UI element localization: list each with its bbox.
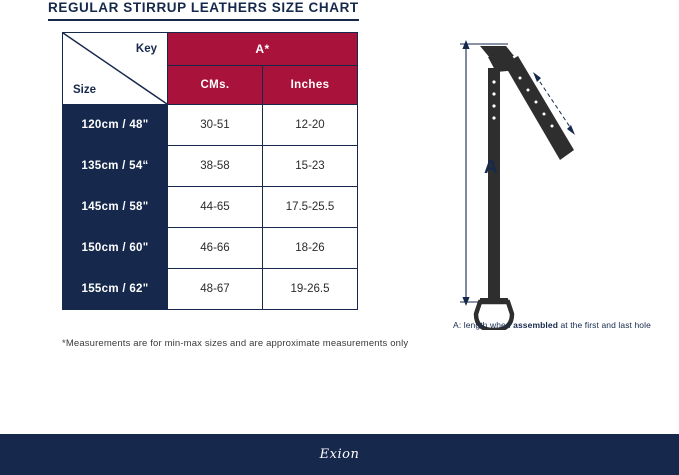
row-cms-value: 30-51 [168, 105, 263, 146]
dashed-arrow-head-icon [533, 72, 541, 82]
brand-logo: Exion [319, 447, 360, 462]
diagram-caption [432, 320, 672, 330]
row-size-label: 135cm / 54“ [63, 146, 168, 187]
page-title: REGULAR STIRRUP LEATHERS SIZE CHART [48, 0, 359, 21]
row-cms-value: 38-58 [168, 146, 263, 187]
row-cms-value: 48-67 [168, 269, 263, 310]
strap-hole [492, 80, 495, 83]
strap-hole [492, 104, 495, 107]
row-cms-value: 44-65 [168, 187, 263, 228]
key-size-diagonal-cell [63, 33, 168, 105]
row-inches-value: 15-23 [263, 146, 358, 187]
strap-hole [492, 116, 495, 119]
key-label: Key [135, 43, 157, 55]
subheader-cms: CMs. [168, 66, 263, 105]
stirrup-leather-diagram [450, 30, 665, 330]
table-header-row [63, 33, 358, 66]
strap-hole [519, 77, 522, 80]
table-row [63, 146, 358, 187]
table-row [63, 105, 358, 146]
row-size-label: 145cm / 58" [63, 187, 168, 228]
strap-hole [535, 101, 538, 104]
dimension-letter-a: A [484, 157, 498, 178]
dashed-arrow-head-icon [567, 125, 575, 135]
strap-vertical [488, 68, 500, 300]
caption-bold: assembled [513, 320, 558, 330]
strap-hole [527, 89, 530, 92]
caption-prefix: A: length when [453, 320, 514, 330]
strap-hole [543, 113, 546, 116]
measure-header: A* [168, 33, 358, 66]
size-label: Size [73, 84, 97, 96]
measurement-footnote: *Measurements are for min-max sizes and are approximate measurements only [62, 338, 409, 349]
caption-suffix: at the first and last hole [558, 320, 651, 330]
row-inches-value: 12-20 [263, 105, 358, 146]
row-cms-value: 46-66 [168, 228, 263, 269]
table-row [63, 228, 358, 269]
table-row [63, 187, 358, 228]
table-row [63, 269, 358, 310]
strap-angled [504, 56, 574, 160]
row-inches-value: 18-26 [263, 228, 358, 269]
row-inches-value: 19-26.5 [263, 269, 358, 310]
size-chart-table [62, 32, 358, 310]
row-size-label: 155cm / 62" [63, 269, 168, 310]
subheader-inches: Inches [263, 66, 358, 105]
strap-hole [551, 125, 554, 128]
row-size-label: 150cm / 60" [63, 228, 168, 269]
strap-hole [492, 92, 495, 95]
stirrup-top-bar [480, 298, 508, 303]
row-inches-value: 17.5-25.5 [263, 187, 358, 228]
footer-bar [0, 434, 679, 475]
row-size-label: 120cm / 48" [63, 105, 168, 146]
